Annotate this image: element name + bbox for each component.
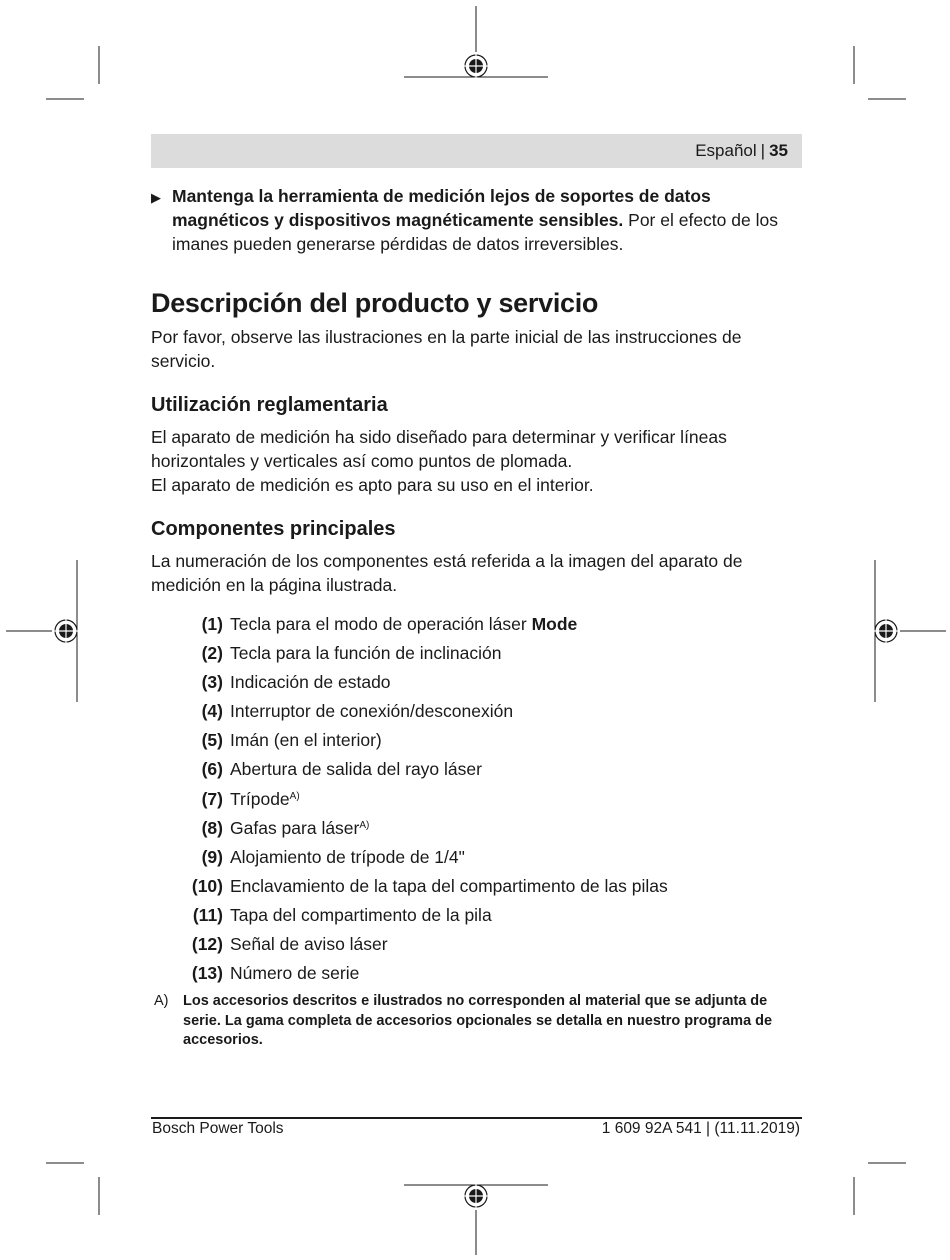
component-number: (10) xyxy=(191,875,223,896)
component-number: (1) xyxy=(201,614,223,634)
component-number: (8) xyxy=(201,817,223,838)
footnote-text: Los accesorios descritos e ilustrados no corresponden al material que se adjunta de serie. La gama completa de accesorios opcionales se detalla en nuestro programa de accesorios. xyxy=(183,993,773,1049)
footer-doc-number: 1 609 92A 541 | (11.11.2019) xyxy=(601,1120,800,1137)
component-number: (11) xyxy=(192,904,223,925)
component-label-wrap xyxy=(230,816,369,840)
component-number: (4) xyxy=(201,701,223,722)
warning-text: Por el efecto de los imanes pueden generarse pérdidas de datos irreversibles. xyxy=(172,210,778,254)
warning-bold-text: Mantenga la herramienta de medición lejos de soportes de datos magnéticos y dispositivos magnéticamente sensibles. xyxy=(172,186,711,230)
component-label: Trípode xyxy=(230,788,290,809)
list-item xyxy=(151,845,802,874)
header-language: Español xyxy=(695,141,757,160)
list-item xyxy=(151,961,802,990)
footnote-reference: A) xyxy=(359,819,370,831)
list-item xyxy=(151,787,802,816)
component-number: (12) xyxy=(191,934,223,955)
list-item xyxy=(151,816,802,845)
footnote xyxy=(151,992,802,1051)
registration-target-icon xyxy=(52,617,80,645)
list-item xyxy=(151,757,802,786)
list-item xyxy=(151,728,802,757)
component-label: Abertura de salida del rayo láser xyxy=(230,759,482,780)
component-number: (7) xyxy=(201,788,223,809)
components-list xyxy=(151,612,802,990)
component-label-wrap xyxy=(230,961,359,985)
component-label: Indicación de estado xyxy=(230,672,391,693)
list-item xyxy=(151,641,802,670)
registration-target-icon xyxy=(462,1182,490,1210)
component-label-wrap xyxy=(230,787,300,811)
component-label: Tapa del compartimento de la pila xyxy=(230,904,492,925)
section-intro: Por favor, observe las ilustraciones en la parte inicial de las instrucciones de servicio. xyxy=(151,327,742,371)
header-separator: | xyxy=(760,141,766,160)
component-label-wrap xyxy=(230,728,382,752)
list-item xyxy=(151,903,802,932)
footnote-reference: A) xyxy=(289,790,300,802)
component-number: (3) xyxy=(201,672,223,693)
component-label: Interruptor de conexión/desconexión xyxy=(230,701,514,722)
component-number: (6) xyxy=(201,759,223,780)
registration-target-icon xyxy=(462,52,490,80)
footer-brand: Bosch Power Tools xyxy=(152,1120,284,1137)
intended-use-paragraph: El aparato de medición ha sido diseñado para determinar y verificar líneas horizontales y verticales así como puntos de plomada. xyxy=(151,427,727,471)
component-label-bold: Mode xyxy=(531,614,578,634)
intended-use-paragraph: El aparato de medición es apto para su uso en el interior. xyxy=(151,475,594,495)
component-label-wrap xyxy=(230,612,577,636)
bullet-triangle-icon: ▶ xyxy=(151,190,161,205)
list-item xyxy=(151,932,802,961)
component-label: Imán (en el interior) xyxy=(230,730,382,751)
component-label-wrap xyxy=(230,845,465,869)
component-number: (5) xyxy=(201,730,223,751)
list-item xyxy=(151,699,802,728)
footer-rule xyxy=(151,1117,802,1119)
components-intro: La numeración de los componentes está referida a la imagen del aparato de medición en la página ilustrada. xyxy=(151,551,743,595)
list-item xyxy=(151,612,802,641)
component-label: Gafas para láser xyxy=(230,817,360,838)
footnote-mark: A) xyxy=(154,993,169,1010)
registration-target-icon xyxy=(872,617,900,645)
component-number: (13) xyxy=(191,963,223,984)
section-title: Descripción del producto y servicio xyxy=(151,288,599,318)
header-text xyxy=(695,141,788,161)
page-header xyxy=(151,134,802,168)
component-label-wrap xyxy=(230,932,388,956)
component-label-wrap xyxy=(230,670,391,694)
page-content xyxy=(151,184,802,1051)
component-label: Número de serie xyxy=(230,963,360,984)
component-label: Señal de aviso láser xyxy=(230,934,388,955)
warning-bullet xyxy=(151,184,802,256)
component-label: Enclavamiento de la tapa del compartimento de las pilas xyxy=(230,875,668,896)
component-label-wrap xyxy=(230,641,501,665)
component-label-wrap xyxy=(230,699,513,723)
list-item xyxy=(151,874,802,903)
component-label-wrap xyxy=(230,874,668,898)
component-label: Tecla para la función de inclinación xyxy=(230,643,502,664)
page-number: 35 xyxy=(769,141,788,160)
component-label: Alojamiento de trípode de 1/4" xyxy=(230,846,465,867)
intended-use-heading: Utilización reglamentaria xyxy=(151,394,388,416)
component-label-wrap xyxy=(230,757,482,781)
components-heading: Componentes principales xyxy=(151,518,396,540)
component-label: Tecla para el modo de operación láser xyxy=(230,614,532,634)
component-number: (2) xyxy=(201,643,223,664)
list-item xyxy=(151,670,802,699)
component-label-wrap xyxy=(230,903,492,927)
component-number: (9) xyxy=(201,846,223,867)
